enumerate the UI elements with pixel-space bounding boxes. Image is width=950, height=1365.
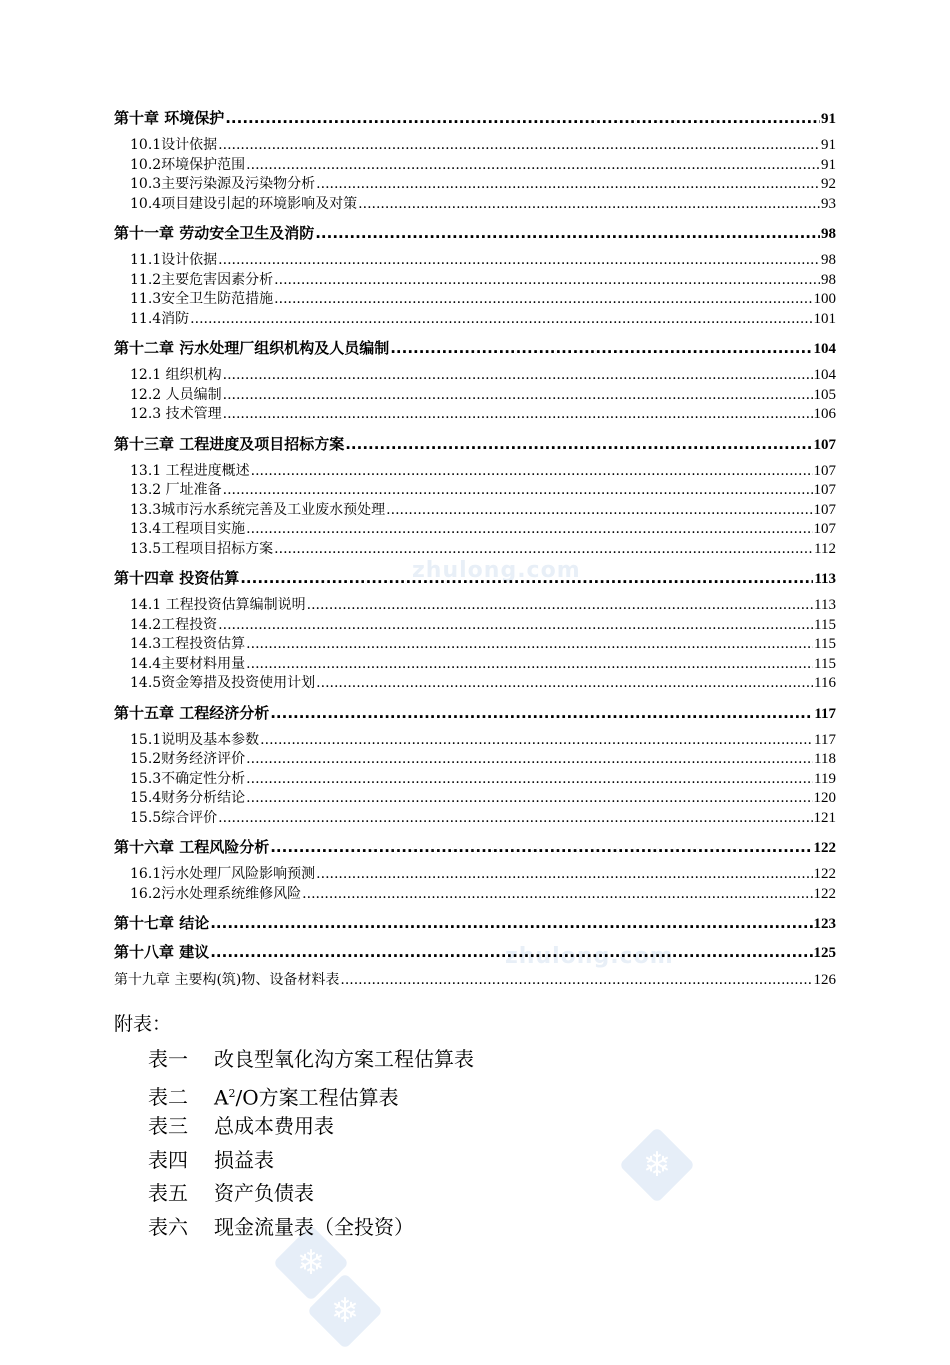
toc-page-number: 123 xyxy=(813,916,836,932)
toc-chapter-entry[interactable] xyxy=(114,913,836,933)
toc-entry-label: 第十四章 投资估算 xyxy=(114,569,240,587)
appendix-item-number: 表五 xyxy=(148,1181,188,1206)
toc-dot-leader xyxy=(307,596,813,616)
toc-dot-leader xyxy=(218,251,820,271)
toc-entry-label: 11.1设计依据 xyxy=(130,252,218,268)
toc-entry-label: 第十一章 劳动安全卫生及消防 xyxy=(114,224,315,242)
toc-dot-leader xyxy=(358,195,820,215)
toc-dot-leader xyxy=(223,405,813,425)
appendix-item-number: 表六 xyxy=(148,1214,188,1239)
toc-entry-label: 第十九章 主要构(筑)物、设备材料表 xyxy=(114,972,340,988)
toc-section-entry[interactable] xyxy=(114,156,836,176)
toc-entry[interactable] xyxy=(114,970,836,990)
toc-page-number: 122 xyxy=(813,840,836,856)
toc-dot-leader xyxy=(315,223,820,243)
toc-section-entry[interactable] xyxy=(114,674,836,694)
toc-section-entry[interactable] xyxy=(114,540,836,560)
toc-section-entry[interactable] xyxy=(114,195,836,215)
toc-entry-label: 11.2主要危害因素分析 xyxy=(130,271,274,288)
table-of-contents xyxy=(114,108,836,990)
toc-dot-leader xyxy=(218,809,812,829)
toc-dot-leader xyxy=(246,635,813,655)
toc-entry-label: 12.1 组织机构 xyxy=(130,367,222,383)
toc-dot-leader xyxy=(386,501,812,521)
toc-page-number: 118 xyxy=(814,751,836,767)
toc-section-entry[interactable] xyxy=(114,750,836,770)
toc-section-entry[interactable] xyxy=(114,885,836,905)
toc-dot-leader xyxy=(246,750,813,770)
appendix-item-text: 资产负债表 xyxy=(214,1181,314,1206)
toc-section-entry[interactable] xyxy=(114,251,836,271)
toc-page-number: 113 xyxy=(814,571,836,587)
toc-entry-label: 13.3城市污水系统完善及工业废水预处理 xyxy=(130,501,386,518)
appendix-item xyxy=(148,1144,474,1178)
toc-section-entry[interactable] xyxy=(114,405,836,425)
toc-dot-leader xyxy=(246,770,813,790)
toc-page-number: 117 xyxy=(814,731,836,748)
appendix-list xyxy=(148,1043,474,1245)
toc-page-number: 115 xyxy=(814,636,836,652)
appendix-item-text-suffix: /O方案工程估算表 xyxy=(235,1085,399,1110)
toc-section-entry[interactable] xyxy=(114,789,836,809)
toc-entry-label: 15.5综合评价 xyxy=(130,809,218,826)
toc-page-number: 106 xyxy=(813,406,836,422)
appendix-item-text: 改良型氧化沟方案工程估算表 xyxy=(214,1047,474,1071)
toc-dot-leader xyxy=(390,338,812,358)
toc-dot-leader xyxy=(302,885,812,905)
toc-page-number: 105 xyxy=(813,386,836,403)
toc-entry-label: 14.3工程投资估算 xyxy=(130,636,246,652)
watermark-snowflake-icon xyxy=(619,1127,695,1203)
toc-page-number: 107 xyxy=(813,521,836,537)
toc-dot-leader xyxy=(274,540,813,560)
appendix-item xyxy=(148,1177,474,1211)
toc-section-entry[interactable] xyxy=(114,175,836,195)
toc-entry-label: 14.4主要材料用量 xyxy=(130,655,246,672)
toc-section-entry[interactable] xyxy=(114,770,836,790)
toc-page-number: 107 xyxy=(813,482,836,498)
toc-dot-leader xyxy=(316,674,813,694)
toc-entry-label: 15.4财务分析结论 xyxy=(130,790,246,806)
toc-page-number: 93 xyxy=(821,195,836,212)
toc-page-number: 126 xyxy=(813,972,836,988)
toc-entry-label: 14.5资金筹措及投资使用计划 xyxy=(130,675,316,691)
toc-entry-label: 13.2 厂址准备 xyxy=(130,482,222,498)
appendix-item-text: 总成本费用表 xyxy=(214,1114,334,1139)
toc-entry-label: 12.2 人员编制 xyxy=(130,386,222,403)
toc-dot-leader xyxy=(246,520,812,540)
toc-page-number: 92 xyxy=(821,176,836,192)
toc-section-entry[interactable] xyxy=(114,809,836,829)
toc-dot-leader xyxy=(223,366,813,386)
toc-section-entry[interactable] xyxy=(114,520,836,540)
toc-page-number: 91 xyxy=(821,137,836,153)
toc-page-number: 101 xyxy=(813,310,836,327)
toc-chapter-entry[interactable] xyxy=(114,434,836,454)
toc-page-number: 98 xyxy=(821,252,836,268)
toc-dot-leader xyxy=(210,913,812,933)
toc-dot-leader xyxy=(223,481,813,501)
toc-page-number: 98 xyxy=(821,271,836,288)
toc-dot-leader xyxy=(251,462,813,482)
toc-dot-leader xyxy=(345,434,812,454)
toc-chapter-entry[interactable] xyxy=(114,338,836,358)
toc-dot-leader xyxy=(260,731,813,751)
toc-entry-label: 14.1 工程投资估算编制说明 xyxy=(130,597,306,613)
toc-entry-label: 10.2环境保护范围 xyxy=(130,156,246,173)
toc-entry-label: 10.1设计依据 xyxy=(130,137,218,153)
toc-page-number: 91 xyxy=(821,156,836,173)
toc-entry-label: 第十二章 污水处理厂组织机构及人员编制 xyxy=(114,339,390,357)
appendix-item-text: 损益表 xyxy=(214,1147,274,1172)
toc-dot-leader xyxy=(223,386,813,406)
toc-section-entry[interactable] xyxy=(114,635,836,655)
toc-entry-label: 16.2污水处理系统维修风险 xyxy=(130,885,302,902)
toc-section-entry[interactable] xyxy=(114,596,836,616)
toc-section-entry[interactable] xyxy=(114,655,836,675)
toc-entry-label: 第十七章 结论 xyxy=(114,914,210,932)
toc-section-entry[interactable] xyxy=(114,271,836,291)
toc-dot-leader xyxy=(225,108,820,128)
appendix-item-text: 现金流量表（全投资） xyxy=(214,1214,414,1239)
toc-page-number: 122 xyxy=(813,866,836,882)
toc-page-number: 121 xyxy=(813,809,836,826)
toc-entry-label: 16.1污水处理厂风险影响预测 xyxy=(130,866,316,882)
toc-section-entry[interactable] xyxy=(114,481,836,501)
toc-dot-leader xyxy=(210,942,812,962)
toc-section-entry[interactable] xyxy=(114,501,836,521)
appendix-item-number: 表四 xyxy=(148,1147,188,1172)
toc-entry-label: 第十五章 工程经济分析 xyxy=(114,703,270,722)
toc-dot-leader xyxy=(246,655,813,675)
toc-dot-leader xyxy=(190,310,812,330)
toc-entry-label: 15.2财务经济评价 xyxy=(130,751,246,767)
toc-page-number: 100 xyxy=(813,291,836,307)
toc-page-number: 125 xyxy=(813,945,836,961)
toc-entry-label: 11.3安全卫生防范措施 xyxy=(130,291,274,307)
toc-entry-label: 11.4消防 xyxy=(130,310,190,327)
toc-page-number: 104 xyxy=(813,367,836,383)
toc-chapter-entry[interactable] xyxy=(114,108,836,128)
toc-page-number: 113 xyxy=(814,597,836,613)
toc-chapter-entry[interactable] xyxy=(114,223,836,243)
toc-entry-label: 13.4工程项目实施 xyxy=(130,521,246,537)
toc-section-entry[interactable] xyxy=(114,386,836,406)
toc-page-number: 112 xyxy=(814,540,836,557)
watermark-snowflake-icon xyxy=(307,1273,383,1349)
toc-page-number: 117 xyxy=(814,705,836,722)
toc-page-number: 91 xyxy=(821,111,836,127)
toc-dot-leader xyxy=(240,568,813,588)
toc-entry-label: 13.1 工程进度概述 xyxy=(130,462,250,479)
appendix-section xyxy=(114,1010,474,1245)
toc-entry-label: 第十六章 工程风险分析 xyxy=(114,838,270,856)
toc-section-entry[interactable] xyxy=(114,290,836,310)
toc-page-number: 115 xyxy=(814,616,836,633)
toc-entry-label: 第十八章 建议 xyxy=(114,943,210,961)
toc-page-number: 107 xyxy=(813,436,836,453)
appendix-title: 附表： xyxy=(114,1013,172,1035)
toc-page-number: 115 xyxy=(814,655,836,672)
toc-dot-leader xyxy=(218,616,813,636)
toc-dot-leader xyxy=(316,865,812,885)
toc-dot-leader xyxy=(316,175,820,195)
appendix-item xyxy=(148,1043,474,1077)
watermark-text: zhulong.com xyxy=(412,558,581,583)
toc-page-number: 107 xyxy=(813,501,836,518)
toc-page-number: 98 xyxy=(821,226,836,242)
toc-section-entry[interactable] xyxy=(114,366,836,386)
toc-section-entry[interactable] xyxy=(114,136,836,156)
toc-entry-label: 15.3不确定性分析 xyxy=(130,770,246,787)
toc-chapter-entry[interactable] xyxy=(114,837,836,857)
toc-page-number: 104 xyxy=(813,341,836,357)
toc-entry-label: 第十章 环境保护 xyxy=(114,109,225,127)
toc-dot-leader xyxy=(270,837,812,857)
appendix-item xyxy=(148,1211,474,1245)
appendix-item-number: 表三 xyxy=(148,1114,188,1139)
toc-entry-label: 15.1说明及基本参数 xyxy=(130,731,260,748)
toc-section-entry[interactable] xyxy=(114,616,836,636)
toc-chapter-entry[interactable] xyxy=(114,942,836,962)
appendix-item xyxy=(148,1110,474,1144)
toc-dot-leader xyxy=(270,703,813,723)
toc-page-number: 107 xyxy=(813,462,836,479)
toc-entry-label: 14.2工程投资 xyxy=(130,616,218,633)
appendix-item xyxy=(148,1077,474,1111)
appendix-item-number: 表二 xyxy=(148,1085,188,1110)
toc-entry-label: 10.4项目建设引起的环境影响及对策 xyxy=(130,195,358,212)
toc-section-entry[interactable] xyxy=(114,310,836,330)
toc-page-number: 122 xyxy=(813,885,836,902)
toc-dot-leader xyxy=(246,789,812,809)
toc-section-entry[interactable] xyxy=(114,865,836,885)
toc-dot-leader xyxy=(246,156,820,176)
toc-dot-leader xyxy=(218,136,820,156)
appendix-item-superscript: 2 xyxy=(228,1086,236,1100)
watermark-text: zhulong.com xyxy=(505,944,674,969)
toc-page-number: 120 xyxy=(813,790,836,806)
toc-section-entry[interactable] xyxy=(114,462,836,482)
toc-page-number: 119 xyxy=(814,770,836,787)
toc-section-entry[interactable] xyxy=(114,731,836,751)
toc-chapter-entry[interactable] xyxy=(114,568,836,588)
toc-page-number: 116 xyxy=(814,675,836,691)
toc-dot-leader xyxy=(340,970,812,990)
toc-entry-label: 12.3 技术管理 xyxy=(130,406,222,422)
toc-chapter-entry[interactable] xyxy=(114,703,836,723)
toc-dot-leader xyxy=(274,271,820,291)
toc-entry-label: 13.5工程项目招标方案 xyxy=(130,540,274,557)
toc-dot-leader xyxy=(274,290,812,310)
toc-entry-label: 第十三章 工程进度及项目招标方案 xyxy=(114,434,345,453)
appendix-item-number: 表一 xyxy=(148,1047,188,1071)
appendix-item-text-prefix: A xyxy=(214,1085,229,1110)
toc-entry-label: 10.3主要污染源及污染物分析 xyxy=(130,176,316,192)
